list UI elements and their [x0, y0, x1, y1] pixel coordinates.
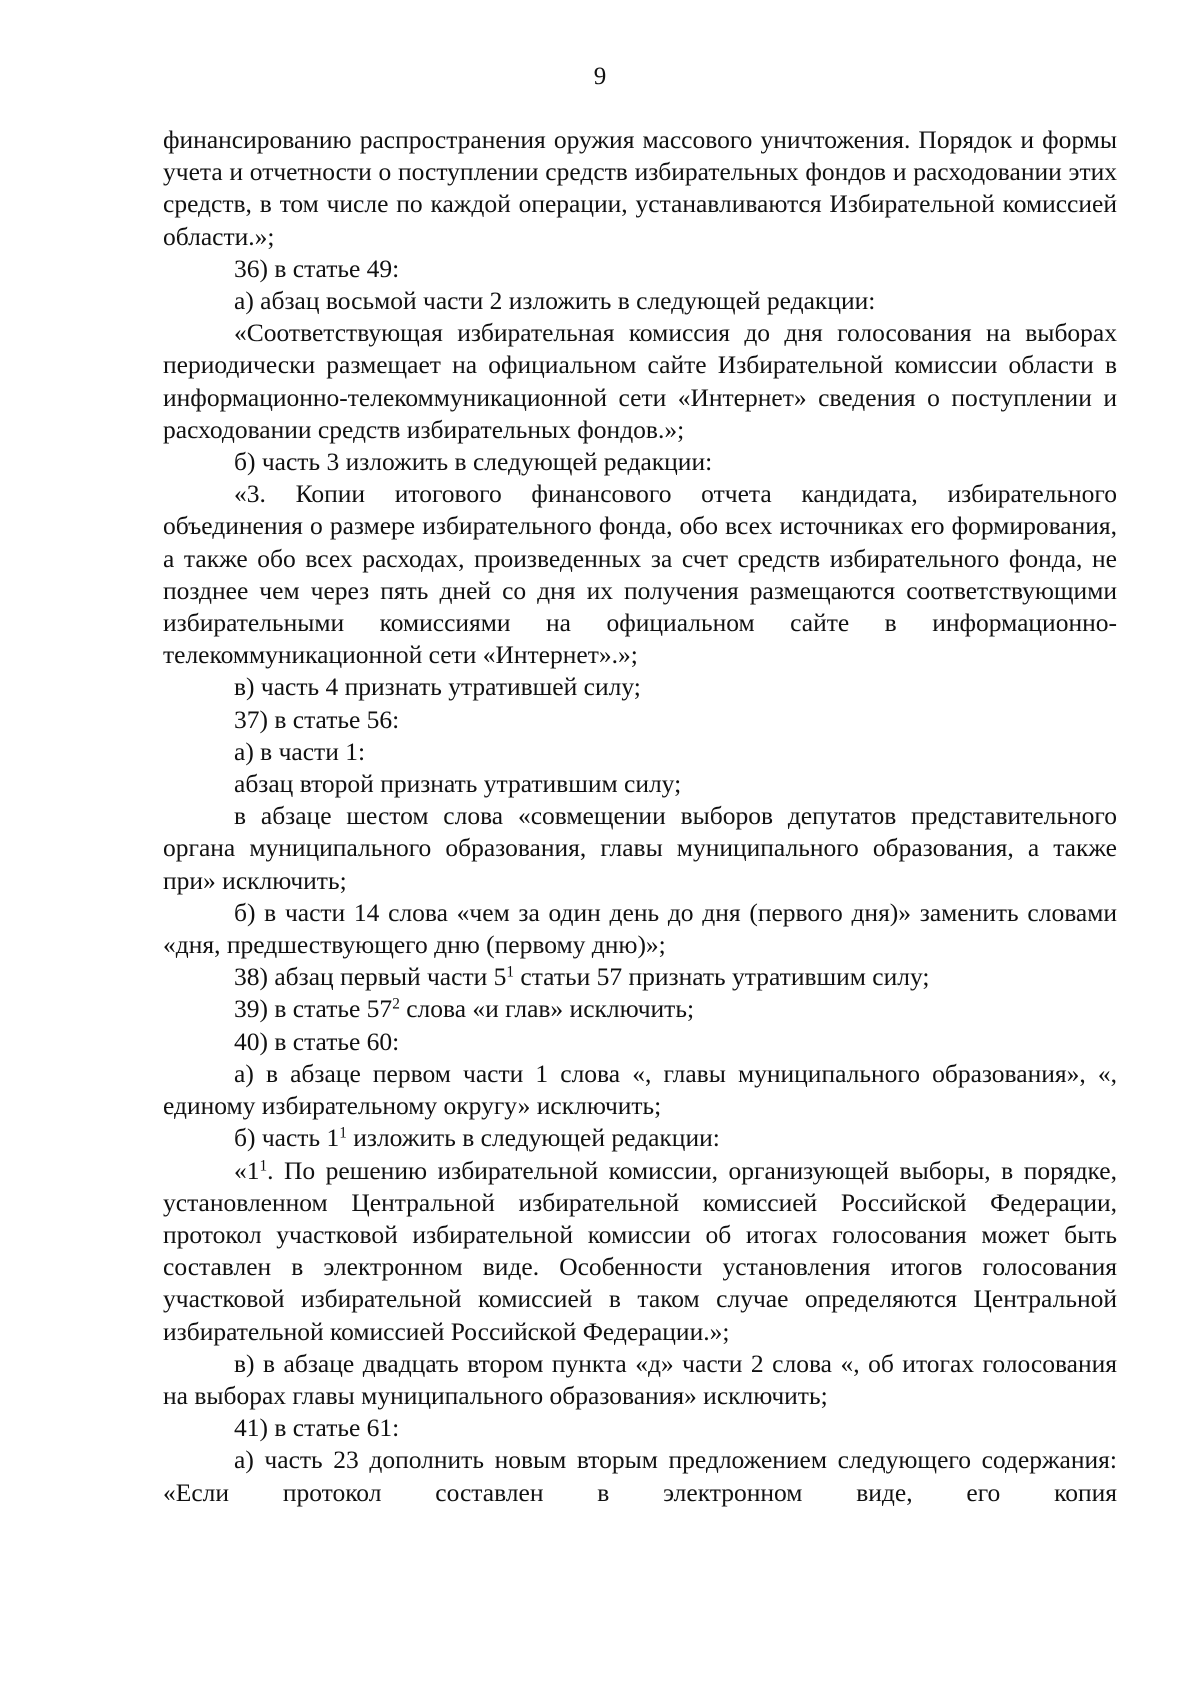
paragraph	[163, 961, 1117, 993]
paragraph: а) абзац восьмой части 2 изложить в следующей редакции:	[234, 286, 876, 316]
paragraph: «Соответствующая избирательная комиссия до дня голосования на выборах периодически размещает на официальном сайте Избирательной комиссии области в информационно-телекоммуникационной сети «Интернет» сведения о поступлении и расходовании средств избирательных фондов.»;	[163, 318, 1117, 444]
paragraph: б) в части 14 слова «чем за один день до дня (первого дня)» заменить словами «дня, предшествующего дню (первому дню)»;	[163, 897, 1117, 960]
paragraph-text: . По решению избирательной комиссии, организующей выборы, в порядке, установленном Центральной избирательной комиссией Российской Федерации, протокол участковой избирательной комиссии об итогах голосования может быть составлен в электронном виде. Особенности установления итогов голосования участковой избирательной комиссией в таком случае определяются Центральной избирательной комиссией Российской Федерации.»;	[163, 1155, 1117, 1346]
paragraph: в) часть 4 признать утратившей силу;	[234, 672, 641, 702]
paragraph: абзац второй признать утратившим силу;	[234, 769, 682, 799]
paragraph: а) часть 23 дополнить новым вторым предложением следующего содержания: «Если протокол составлен в электронном виде, его копия	[163, 1445, 1117, 1507]
paragraph: а) в части 1:	[234, 736, 366, 766]
paragraph	[163, 993, 1117, 1025]
document-body	[163, 124, 1117, 1509]
paragraph-text: 39) в статье 57	[234, 994, 393, 1024]
paragraph: 36) в статье 49:	[234, 253, 400, 283]
paragraph: а) в абзаце первом части 1 слова «, главы муниципального образования», «, единому избирательному округу» исключить;	[163, 1058, 1117, 1121]
paragraph-text: изложить в следующей редакции:	[346, 1123, 720, 1153]
paragraph-text: б) часть 1	[234, 1123, 340, 1153]
paragraph: 40) в статье 60:	[234, 1026, 400, 1056]
paragraph	[163, 1122, 1117, 1154]
paragraph: в) в абзаце двадцать втором пункта «д» части 2 слова «, об итогах голосования на выборах главы муниципального образования» исключить;	[163, 1348, 1117, 1410]
page-number: 9	[593, 63, 607, 90]
superscript: 2	[392, 996, 400, 1014]
paragraph-text: статьи 57 признать утратившим силу;	[514, 962, 930, 992]
paragraph: б) часть 3 изложить в следующей редакции:	[234, 447, 713, 477]
paragraph: 37) в статье 56:	[234, 704, 400, 734]
paragraph-text: «1	[234, 1155, 260, 1185]
superscript: 1	[259, 1157, 268, 1175]
paragraph	[163, 1155, 1117, 1348]
paragraph-text: 38) абзац первый части 5	[234, 962, 507, 992]
paragraph: финансированию распространения оружия массового уничтожения. Порядок и формы учета и отчетности о поступлении средств избирательных фондов и расходовании этих средств, в том числе по каждой операции, устанавливаются Избирательной комиссией области.»;	[163, 125, 1117, 251]
superscript: 1	[506, 963, 515, 981]
paragraph-text: слова «и глав» исключить;	[399, 994, 695, 1024]
paragraph: 41) в статье 61:	[234, 1413, 400, 1443]
superscript: 1	[339, 1124, 347, 1142]
paragraph: «3. Копии итогового финансового отчета кандидата, избирательного объединения о размере избирательного фонда, обо всех источниках его формирования, а также обо всех расходах, произведенных за счет средств избирательного фонда, не позднее чем через пять дней со дня их получения размещаются соответствующими избирательными комиссиями на официальном сайте в информационно-телекоммуникационной сети «Интернет».»;	[163, 479, 1117, 670]
paragraph: в абзаце шестом слова «совмещении выборов депутатов представительного органа муниципального образования, главы муниципального образования, а также при» исключить;	[163, 801, 1117, 895]
